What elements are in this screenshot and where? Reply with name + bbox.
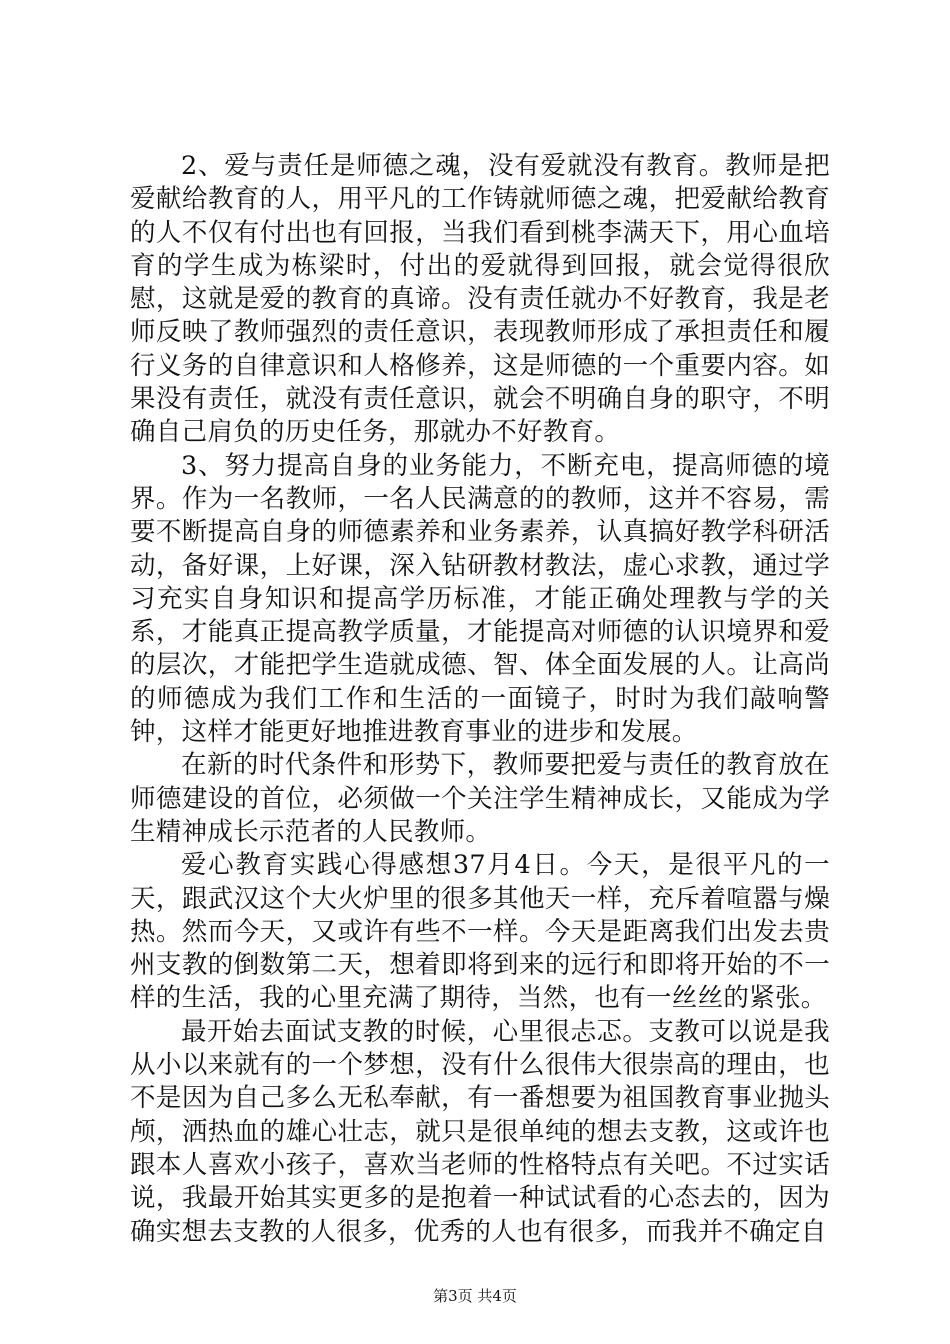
paragraph-new-era: 在新的时代条件和形势下，教师要把爱与责任的教育放在师德建设的首位，必须做一个关注学生精神成长，又能成为学生精神成长示范者的人民教师。 — [130, 750, 830, 847]
document-body — [130, 150, 830, 1249]
paragraph-love-responsibility: 2、爱与责任是师德之魂，没有爱就没有教育。教师是把爱献给教育的人，用平凡的工作铸就师德之魂，把爱献给教育的人不仅有付出也有回报，当我们看到桃李满天下，用心血培育的学生成为栋梁时，付出的爱就得到回报，就会觉得很欣慰，这就是爱的教育的真谛。没有责任就办不好教育，我是老师反映了教师强烈的责任意识，表现教师形成了承担责任和履行义务的自律意识和人格修养，这是师德的一个重要内容。如果没有责任，就没有责任意识，就会不明确自身的职守，不明确自己肩负的历史任务，那就办不好教育。 — [130, 151, 830, 448]
paragraph-practice-reflection: 爱心教育实践心得感想37月4日。今天，是很平凡的一天，跟武汉这个大火炉里的很多其他天一样，充斥着喧嚣与燥热。然而今天，又或许有些不一样。今天是距离我们出发去贵州支教的倒数第二天，想着即将到来的远行和即将开始的不一样的生活，我的心里充满了期待，当然，也有一丝丝的紧张。 — [130, 850, 830, 1014]
paragraph-improve-ability: 3、努力提高自身的业务能力，不断充电，提高师德的境界。作为一名教师，一名人民满意的的教师，这并不容易，需要不断提高自身的师德素养和业务素养，认真搞好教学科研活动，备好课，上好课，深入钻研教材教法，虚心求教，通过学习充实自身知识和提高学历标准，才能正确处理教与学的关系，才能真正提高教学质量，才能提高对师德的认识境界和爱的层次，才能把学生造就成德、智、体全面发展的人。让高尚的师德成为我们工作和生活的一面镜子，时时为我们敲响警钟，这样才能更好地推进教育事业的进步和发展。 — [130, 450, 830, 748]
paragraph-interview-memory: 最开始去面试支教的时候，心里很忐忑。支教可以说是我从小以来就有的一个梦想，没有什么很伟大很崇高的理由，也不是因为自己多么无私奉献，有一番想要为祖国教育事业抛头颅，洒热血的雄心壮志，就只是很单纯的想去支教，这或许也跟本人喜欢小孩子，喜欢当老师的性格特点有关吧。不过实话说，我最开始其实更多的是抱着一种试试看的心态去的，因为确实想去支教的人很多，优秀的人也有很多，而我并不确定自 — [130, 1016, 830, 1247]
page-number-footer: 第3页 共4页 — [433, 1287, 517, 1305]
